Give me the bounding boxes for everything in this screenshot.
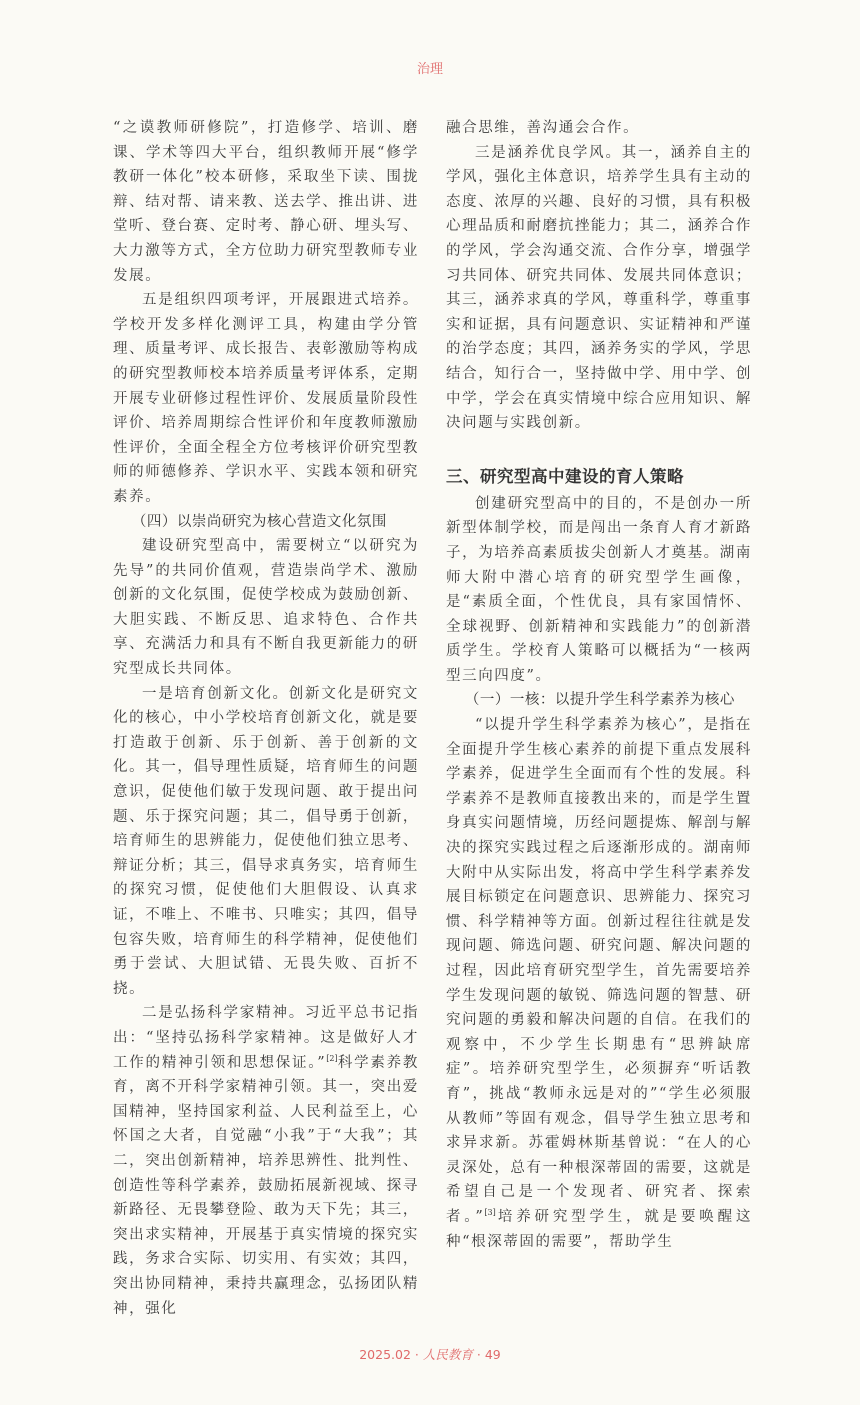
paragraph-text: 科学素养教育，离不开科学家精神引领。其一，突出爱国精神，坚持国家利益、人民利益至上，心怀国之大者，自觉融“小我”于“大我”；其二，突出创新精神，培养思辨性、批判性、创造性等科学素养，鼓励拓展新视域、探寻新路径、无畏攀登险、敢为天下先；其三，突出求实精神，开展基于真实情境的探究实践，务求合实际、切实用、有实效；其四，突出协同精神，秉持共赢理念，弘扬团队精神，强化 [113, 1054, 419, 1317]
separator: · [414, 1347, 419, 1363]
left-column [113, 116, 419, 1321]
page-number: 49 [484, 1347, 501, 1363]
citation-ref: [3] [484, 1208, 496, 1218]
section-heading: 三、研究型高中建设的育人策略 [446, 466, 684, 486]
paragraph: 创建研究型高中的目的，不是创办一所新型体制学校，而是闯出一条育人育才新路子，为培养高素质拔尖创新人才奠基。湖南师大附中潜心培育的研究型学生画像，是“素质全面，个性优良，具有家国情怀、全球视野、创新精神和实践能力”的创新潜质学生。学校育人策略可以概括为“一核两型三向四度”。 [446, 495, 752, 684]
issue-number: 2025.02 [359, 1347, 411, 1363]
right-column [446, 116, 752, 1254]
paragraph [446, 713, 752, 1254]
paragraph-text: “以提升学生科学素养为核心”，是指在全面提升学生核心素养的前提下重点发展科学素养，促进学生全面而有个性的发展。科学素养不是教师直接教出来的，而是学生置身真实问题情境，历经问题提炼、解剖与解决的探究实践过程之后逐渐形成的。湖南师大附中从实际出发，将高中学生科学素养发展目标锁定在问题意识、思辨能力、探究习惯、科学精神等方面。创新过程往往就是发现问题、筛选问题、研究问题、解决问题的过程，因此培育研究型学生，首先需要培养学生发现问题的敏锐、筛选问题的智慧、研究问题的勇毅和解决问题的自信。在我们的观察中，不少学生长期患有“思辨缺席症”。培养研究型学生，必须摒弃“听话教育”，挑战“教师永远是对的”“学生必须服从教师”等固有观念，倡导学生独立思考和求异求新。苏霍姆林斯基曾说：“在人的心灵深处，总有一种根深蒂固的需要，这就是希望自己是一个发现者、研究者、探索者。” [446, 717, 752, 1225]
paragraph-text: 二是弘扬科学家精神。习近平总书记指出：“坚持弘扬科学家精神。这是做好人才工作的精神引领和思想保证。” [113, 1005, 419, 1071]
paragraph-text: 培养研究型学生，就是要唤醒这种“根深蒂固的需要”，帮助学生 [446, 1208, 752, 1250]
columns [0, 116, 860, 1321]
subsection-heading: （一）一核：以提升学生科学素养为核心 [464, 692, 735, 709]
magazine-name: 人民教育 [422, 1347, 473, 1363]
citation-ref: [2] [326, 1053, 338, 1063]
paragraph: “之谟教师研修院”，打造修学、培训、磨课、学术等四大平台，组织教师开展“修学教研一体化”校本研修，采取坐下读、围拢辩、结对帮、请来教、送去学、推出讲、进堂听、登台赛、定时考、静心研、埋头写、大力激等方式，全方位助力研究型教师专业发展。 [113, 120, 419, 284]
paragraph: 融合思维，善沟通会合作。 [446, 120, 640, 136]
page-footer [0, 1345, 860, 1365]
paragraph [113, 1001, 419, 1321]
paragraph: 建设研究型高中，需要树立“以研究为先导”的共同价值观，营造崇尚学术、激励创新的文化氛围，促使学校成为鼓励创新、大胆实践、不断反思、追求特色、合作共享、充满活力和具有不断自我更新能力的研究型成长共同体。 [113, 538, 419, 678]
section-tag: 治理 [416, 62, 443, 77]
paragraph: 三是涵养优良学风。其一，涵养自主的学风，强化主体意识，培养学生具有主动的态度、浓厚的兴趣、良好的习惯，具有积极心理品质和耐磨抗挫能力；其二，涵养合作的学风，学会沟通交流、合作分享，增强学习共同体、研究共同体、发展共同体意识；其三，涵养求真的学风，尊重科学，尊重事实和证据，具有问题意识、实证精神和严谨的治学态度；其四，涵养务实的学风，学思结合，知行合一，坚持做中学、用中学、创中学，学会在真实情境中综合应用知识、解决问题与实践创新。 [446, 144, 752, 432]
separator: · [476, 1347, 481, 1363]
paragraph: 五是组织四项考评，开展跟进式培养。学校开发多样化测评工具，构建由学分管理、质量考评、成长报告、表彰激励等构成的研究型教师校本培养质量考评体系，定期开展专业研修过程性评价、发展质量阶段性评价、培养周期综合性评价和年度教师激励性评价，全面全程全方位考核评价研究型教师的师德修养、学识水平、实践本领和研究素养。 [113, 292, 419, 505]
subsection-heading: （四）以崇尚研究为核心营造文化氛围 [131, 513, 387, 530]
paragraph: 一是培育创新文化。创新文化是研究文化的核心，中小学校培育创新文化，就是要打造敢于创新、乐于创新、善于创新的文化。其一，倡导理性质疑，培育师生的问题意识，促使他们敏于发现问题、敢于提出问题、乐于探究问题；其二，倡导勇于创新，培育师生的思辨能力，促使他们独立思考、辩证分析；其三，倡导求真务实，培育师生的探究习惯，促使他们大胆假设、认真求证，不唯上、不唯书、只唯实；其四，倡导包容失败，培育师生的科学精神，促使他们勇于尝试、大胆试错、无畏失败、百折不挠。 [113, 685, 419, 997]
